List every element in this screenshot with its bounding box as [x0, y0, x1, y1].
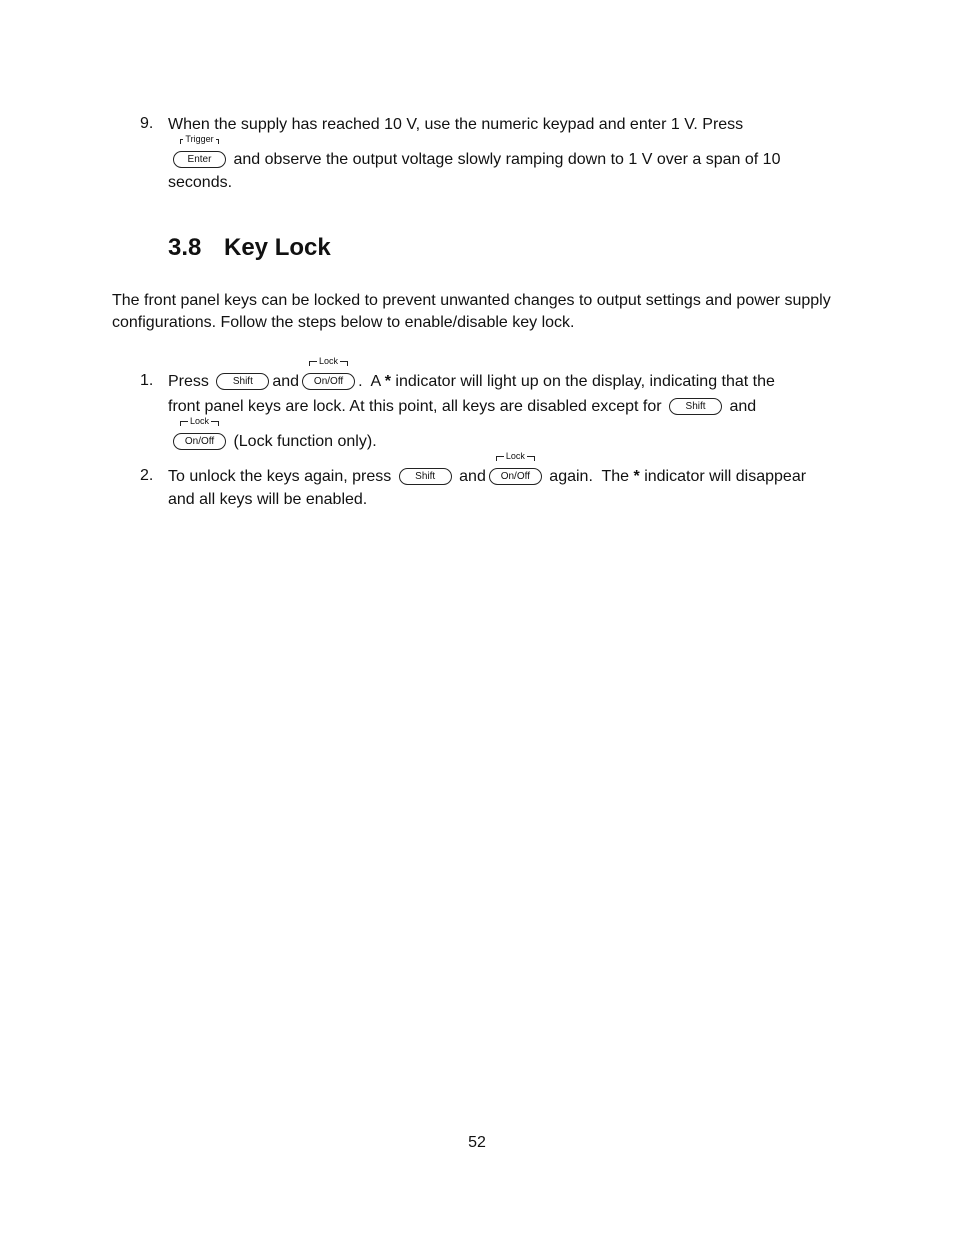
step-1-and: and	[272, 373, 300, 390]
step-2-and: and	[459, 468, 486, 485]
shift-key-icon: Shift	[669, 398, 722, 415]
step-2-star: *	[633, 468, 640, 485]
step-1-star: *	[384, 373, 391, 390]
page-number: 52	[468, 1134, 486, 1151]
step-9-line-3	[168, 173, 232, 193]
step-1-line-3-text: (Lock function only).	[233, 433, 377, 450]
section-heading	[168, 234, 331, 262]
step-9-line-1	[168, 115, 743, 135]
section-title: Key Lock	[224, 234, 331, 261]
step-1-after: . A	[358, 373, 385, 390]
step-1-rest: indicator will light up on the display, indicating that the	[390, 373, 775, 390]
enter-key-label: Enter	[187, 154, 212, 165]
step-2-line-1	[168, 451, 807, 487]
step-2-text-b: again. The	[549, 468, 634, 485]
lock-cap-label: Lock	[180, 421, 219, 431]
step-1-line-2	[168, 397, 756, 417]
step-9-text-b: and observe the output voltage slowly ramping down to 1 V over a span of 10	[233, 151, 781, 168]
onoff-key-icon: Lock On/Off	[173, 433, 226, 450]
onoff-key-icon: Lock On/Off	[302, 373, 355, 390]
step-1-line-1	[168, 356, 775, 392]
step-2-number: 2.	[140, 467, 154, 484]
step-9-text-c: seconds.	[168, 174, 233, 191]
step-9-line-2	[170, 134, 781, 170]
step-1-line-3	[170, 416, 377, 452]
enter-key-icon	[173, 134, 226, 168]
step-9-number: 9.	[140, 115, 154, 132]
step-9-text-a: When the supply has reached 10 V, use the numeric keypad and enter 1 V. Press	[168, 116, 744, 133]
trigger-cap-label: Trigger	[180, 139, 219, 149]
onoff-key-icon: Lock On/Off	[489, 468, 542, 485]
step-1-number: 1.	[140, 372, 154, 389]
step-1-press: Press	[168, 373, 209, 390]
intro-paragraph: The front panel keys can be locked to prevent unwanted changes to output settings and power supply configurations. Follow the steps below to enable/disable key lock.	[112, 292, 831, 331]
step-1-and-2: and	[729, 398, 757, 415]
step-1-line-2-text: front panel keys are lock. At this point, all keys are disabled except for	[168, 398, 662, 415]
step-2-text-c: indicator will disappear	[639, 468, 807, 485]
step-2-line-2	[168, 490, 367, 510]
section-number: 3.8	[168, 234, 202, 261]
shift-key-icon: Shift	[399, 468, 452, 485]
step-2-line-2-text: and all keys will be enabled.	[168, 491, 368, 508]
lock-cap-label: Lock	[309, 361, 348, 371]
step-2-text-a: To unlock the keys again, press	[168, 468, 392, 485]
lock-cap-label: Lock	[496, 456, 535, 466]
shift-key-icon: Shift	[216, 373, 269, 390]
